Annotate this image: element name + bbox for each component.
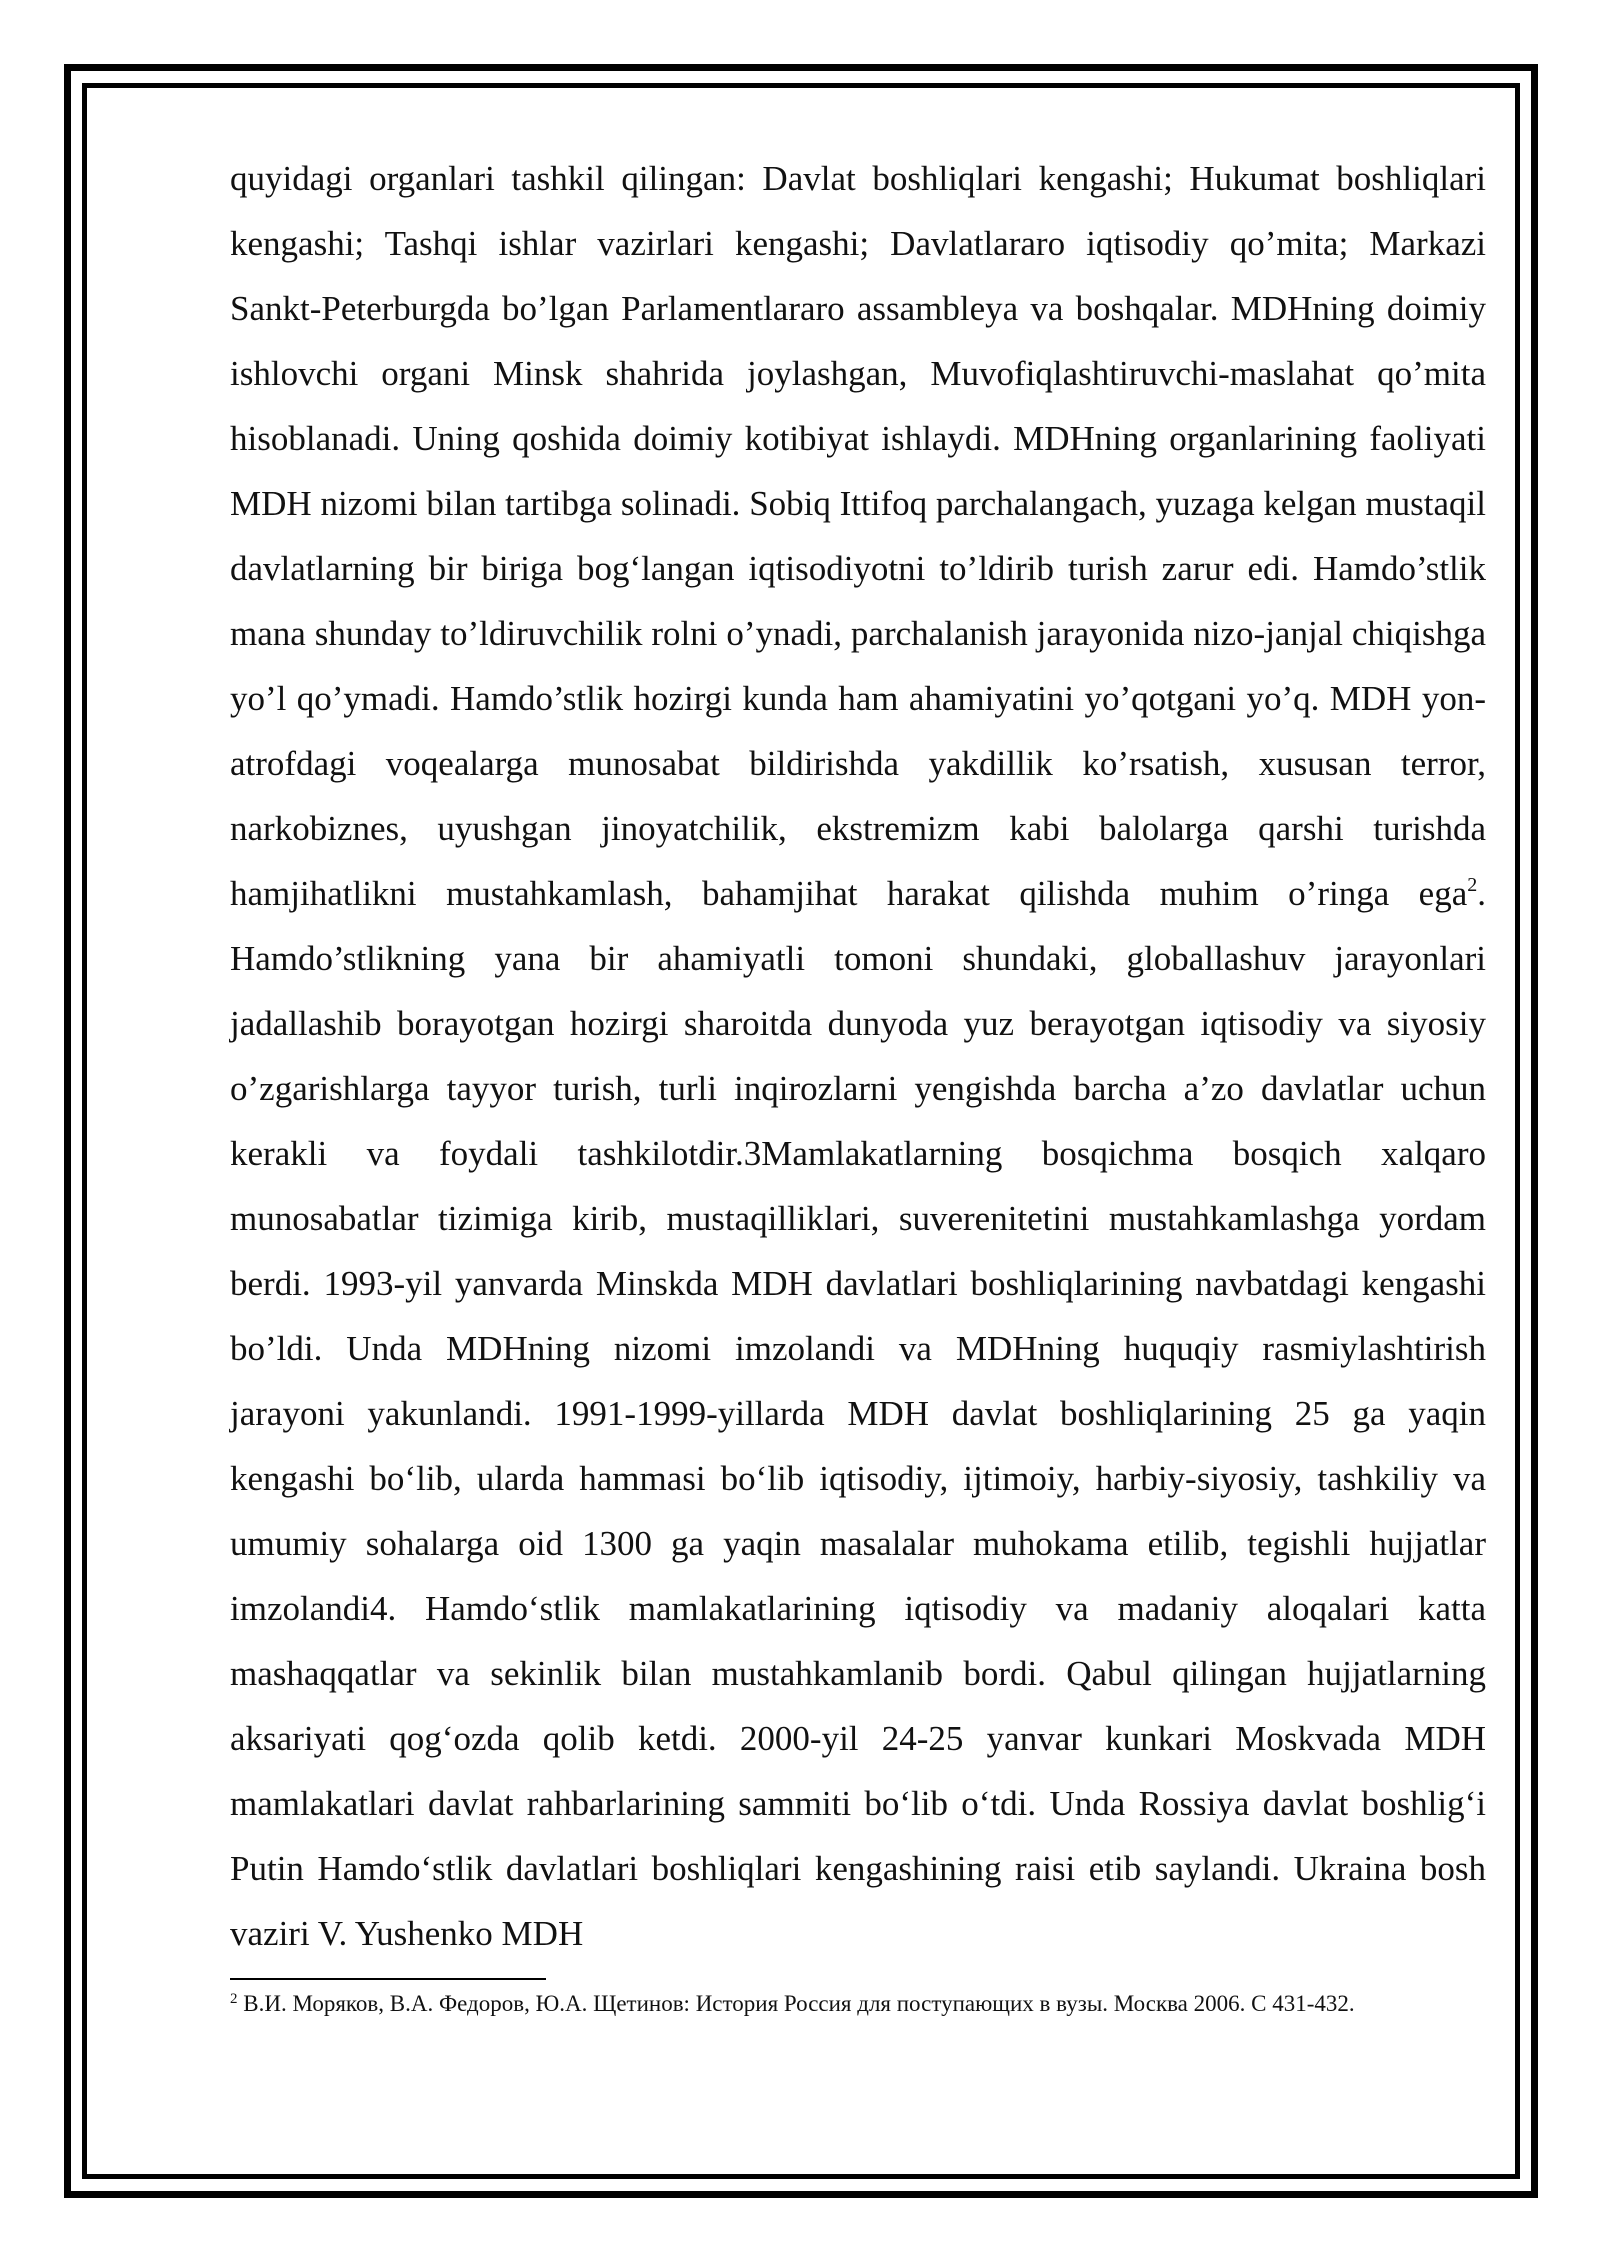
footnote-reference[interactable]: 2: [1467, 874, 1478, 896]
body-text-part-2: . Hamdo’stlikning yana bir ahamiyatli tomoni shundaki, globallashuv jarayonlari jadallashib borayotgan hozirgi sharoitda dunyoda yuz berayotgan iqtisodiy va siyosiy o’zgarishlarga tayyor turish, turli inqirozlarni yengishda barcha a’zo davlatlar uchun kerakli va foydali tashkilotdir.3Mamlakatlarning bosqichma bosqich xalqaro munosabatlar tizimiga kirib, mustaqilliklari, suverenitetini mustahkamlashga yordam berdi. 1993-yil yanvarda Minskda MDH davlatlari boshliqlarining navbatdagi kengashi bo’ldi. Unda MDHning nizomi imzolandi va MDHning huquqiy rasmiylashtirish jarayoni yakunlandi. 1991-1999-yillarda MDH davlat boshliqlarining 25 ga yaqin kengashi bo‘lib, ularda hammasi bo‘lib iqtisodiy, ijtimoiy, harbiy-siyosiy, tashkiliy va umumiy sohalarga oid 1300 ga yaqin masalalar muhokama etilib, tegishli hujjatlar imzolandi4. Hamdo‘stlik mamlakatlarining iqtisodiy va madaniy aloqalari katta mashaqqatlar va sekinlik bilan mustahkamlanib bordi. Qabul qilingan hujjatlarning aksariyati qog‘ozda qolib ketdi. 2000-yil 24-25 yanvar kunkari Moskvada MDH mamlakatlari davlat rahbarlarining sammiti bo‘lib o‘tdi. Unda Rossiya davlat boshlig‘i Putin Hamdo‘stlik davlatlari boshliqlari kengashining raisi etib saylandi. Ukraina bosh vaziri V. Yushenko MDH: [230, 874, 1486, 1953]
page-content: [230, 146, 1486, 2019]
body-paragraph: [230, 146, 1486, 1966]
footnote-text: В.И. Моряков, В.А. Федоров, Ю.А. Щетинов: История Россия для поступающих в вузы. Москва 2006. С 431-432.: [237, 1991, 1355, 2016]
footnote: [230, 1988, 1486, 2019]
footnote-separator: [230, 1978, 546, 1980]
footnote-marker: 2: [230, 1991, 238, 2007]
body-text-part-1: quyidagi organlari tashkil qilingan: Davlat boshliqlari kengashi; Hukumat boshliqlari kengashi; Tashqi ishlar vazirlari kengashi; Davlatlararo iqtisodiy qo’mita; Markazi Sankt-Peterburgda bo’lgan Parlamentlararo assambleya va boshqalar. MDHning doimiy ishlovchi organi Minsk shahrida joylashgan, Muvofiqlashtiruvchi-maslahat qo’mita hisoblanadi. Uning qoshida doimiy kotibiyat ishlaydi. MDHning organlarining faoliyati MDH nizomi bilan tartibga solinadi. Sobiq Ittifoq parchalangach, yuzaga kelgan mustaqil davlatlarning bir biriga bog‘langan iqtisodiyotni to’ldirib turish zarur edi. Hamdo’stlik mana shunday to’ldiruvchilik rolni o’ynadi, parchalanish jarayonida nizo-janjal chiqishga yo’l qo’ymadi. Hamdo’stlik hozirgi kunda ham ahamiyatini yo’qotgani yo’q. MDH yon-atrofdagi voqealarga munosabat bildirishda yakdillik ko’rsatish, xususan terror, narkobiznes, uyushgan jinoyatchilik, ekstremizm kabi balolarga qarshi turishda hamjihatlikni mustahkamlash, bahamjihat harakat qilishda muhim o’ringa ega: [230, 159, 1486, 913]
